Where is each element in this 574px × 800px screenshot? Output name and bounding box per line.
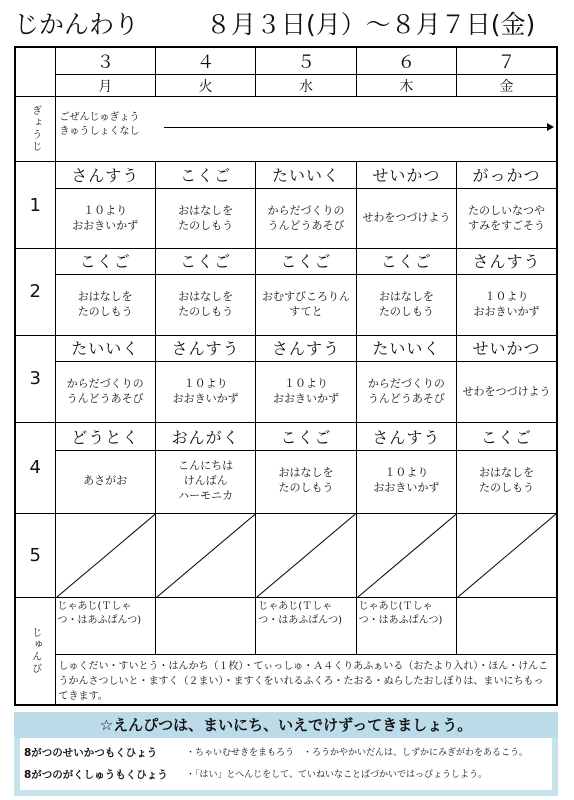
lesson-cell [155,248,255,335]
period-row [15,422,557,513]
empty-cell [356,513,456,598]
weekday-cell: 火 [155,75,255,97]
pe-clothes-note: じゃあじ(Ｔしゃ つ・はあふぱんつ) [358,601,443,627]
subject: こくご [256,426,355,451]
pe-clothes-note: じゃあじ(Ｔしゃ つ・はあふぱんつ) [258,601,342,627]
page-title [14,4,570,46]
activity: おむすびころりん すてと [261,290,350,319]
lesson-cell [356,335,456,422]
pe-cell [356,598,456,655]
weekday-cell: 金 [457,75,557,97]
pe-cell [256,598,356,655]
subject: さんすう [56,164,155,189]
date-cell: ７ [457,47,557,75]
lesson-cell [356,422,456,513]
lesson-cell [256,162,356,249]
timetable [14,46,558,706]
date-cell: ５ [256,47,356,75]
footer-box [14,712,558,796]
lesson-cell [55,162,155,249]
activity: からだづくりの うんどうあそび [66,377,144,406]
lesson-cell [155,422,255,513]
goal-text: ・ちゃいむせきをまもろう ・ろうかやかいだんは、しずかにみぎがわをあるこう。 [186,748,529,758]
weekday-cell: 木 [356,75,456,97]
activity: せわをつづけよう [462,384,551,398]
period-row [15,335,557,422]
arrow-right-icon [547,123,554,131]
activity: おはなしを たのしもう [278,466,334,495]
diagonal-strike-line [457,514,556,598]
title-date-range: ８月３日(月）〜８月７日(金) [206,10,536,39]
lesson-cell [55,248,155,335]
period-row [15,248,557,335]
pencil-slogan: ☆えんぴつは、まいにち、いえでけずってきましょう。 [14,712,558,738]
junbi-notes-row [15,654,557,705]
corner-cell [15,47,55,97]
activity: １０より おおきいかず [473,290,540,319]
monthly-goals [20,738,552,790]
activity: たのしいなつや すみをすごそう [468,203,546,232]
subject: こくご [457,426,556,451]
diagonal-strike-line [256,514,355,598]
lesson-cell [457,248,557,335]
subject: せいかつ [457,337,556,362]
lesson-cell [155,335,255,422]
subject: さんすう [256,337,355,362]
period-row [15,162,557,249]
activity: １０より おおきいかず [373,466,440,495]
junbi-notes-cell [55,654,557,705]
activity: おはなしを たのしもう [378,290,434,319]
activity: おはなしを たのしもう [178,203,234,232]
gyouji-label: ぎょうじ [29,105,41,154]
title-main: じかんわり [14,10,140,39]
activity: １０より おおきいかず [172,377,239,406]
gyouji-arrow-line [164,127,551,128]
lesson-cell [457,335,557,422]
activity: こんにちは けんばん ハーモニカ [178,458,234,502]
period-number: 3 [15,335,55,422]
lesson-cell [55,422,155,513]
period-number: 1 [15,162,55,249]
weekday-cell: 水 [256,75,356,97]
junbi-pe-row [15,598,557,655]
diagonal-strike-line [357,514,456,598]
activity: おはなしを たのしもう [77,290,133,319]
lesson-cell [256,422,356,513]
lesson-cell [457,422,557,513]
gyouji-content [55,97,557,162]
subject: せいかつ [357,164,456,189]
date-row [15,47,557,75]
subject: さんすう [357,426,456,451]
lesson-cell [457,162,557,249]
date-cell: ６ [356,47,456,75]
belongings-notes: しゅくだい・すいとう・はんかち（１枚）・てぃっしゅ・Ａ４くりあふぁいる（おたより入れ）・ほん・けんこうかんさつしいと・ますく（２まい）・ますくをいれるふくろ・たおる・ぬらしたおしぼりは、まいにちもってきます。 [58,660,549,702]
empty-cell [457,513,557,598]
gyouji-label-cell [15,97,55,162]
activity: おはなしを たのしもう [178,290,234,319]
activity: おはなしを たのしもう [479,466,535,495]
lesson-cell [356,248,456,335]
subject: たいいく [256,164,355,189]
weekday-row [15,75,557,97]
subject: こくご [256,250,355,275]
subject: がっかつ [457,164,556,189]
goal-label: 8がつのせいかつもくひょう [24,747,158,759]
lesson-cell [155,162,255,249]
empty-cell [256,513,356,598]
empty-cell [55,513,155,598]
subject: どうとく [56,426,155,451]
gyouji-text: ごぜんじゅぎょう きゅうしょくなし [59,112,140,138]
date-cell: ４ [155,47,255,75]
subject: こくご [156,250,255,275]
goal-text: ・「はい」とへんじをして、ていねいなことばづかいではっぴょうしよう。 [186,770,487,780]
lesson-cell [55,335,155,422]
pe-cell [155,598,255,655]
weekday-cell: 月 [55,75,155,97]
activity: からだづくりの うんどうあそび [367,377,445,406]
activity: １０より おおきいかず [72,203,139,232]
date-cell: ３ [55,47,155,75]
diagonal-strike-line [56,514,155,598]
life-goal [24,742,529,764]
pe-cell [457,598,557,655]
period-row-empty [15,513,557,598]
subject: さんすう [156,337,255,362]
lesson-cell [256,248,356,335]
pe-cell [55,598,155,655]
pe-clothes-note: じゃあじ(Ｔしゃ つ・はあふぱんつ) [57,601,142,627]
study-goal [24,764,487,786]
activity: せわをつづけよう [362,211,451,225]
goal-label: 8がつのがくしゅうもくひょう [24,769,168,781]
period-number: 2 [15,248,55,335]
lesson-cell [356,162,456,249]
lesson-cell [256,335,356,422]
period-number: 4 [15,422,55,513]
junbi-label-cell [15,598,55,705]
gyouji-row [15,97,557,162]
activity: からだづくりの うんどうあそび [267,203,345,232]
junbi-label: じゅんび [29,627,41,676]
activity: あさがお [83,473,128,487]
activity: １０より おおきいかず [272,377,339,406]
subject: こくご [156,164,255,189]
period-number: 5 [15,513,55,598]
subject: さんすう [457,250,556,275]
subject: おんがく [156,426,255,451]
subject: たいいく [56,337,155,362]
subject: たいいく [357,337,456,362]
empty-cell [155,513,255,598]
diagonal-strike-line [156,514,255,598]
subject: こくご [357,250,456,275]
subject: こくご [56,250,155,275]
